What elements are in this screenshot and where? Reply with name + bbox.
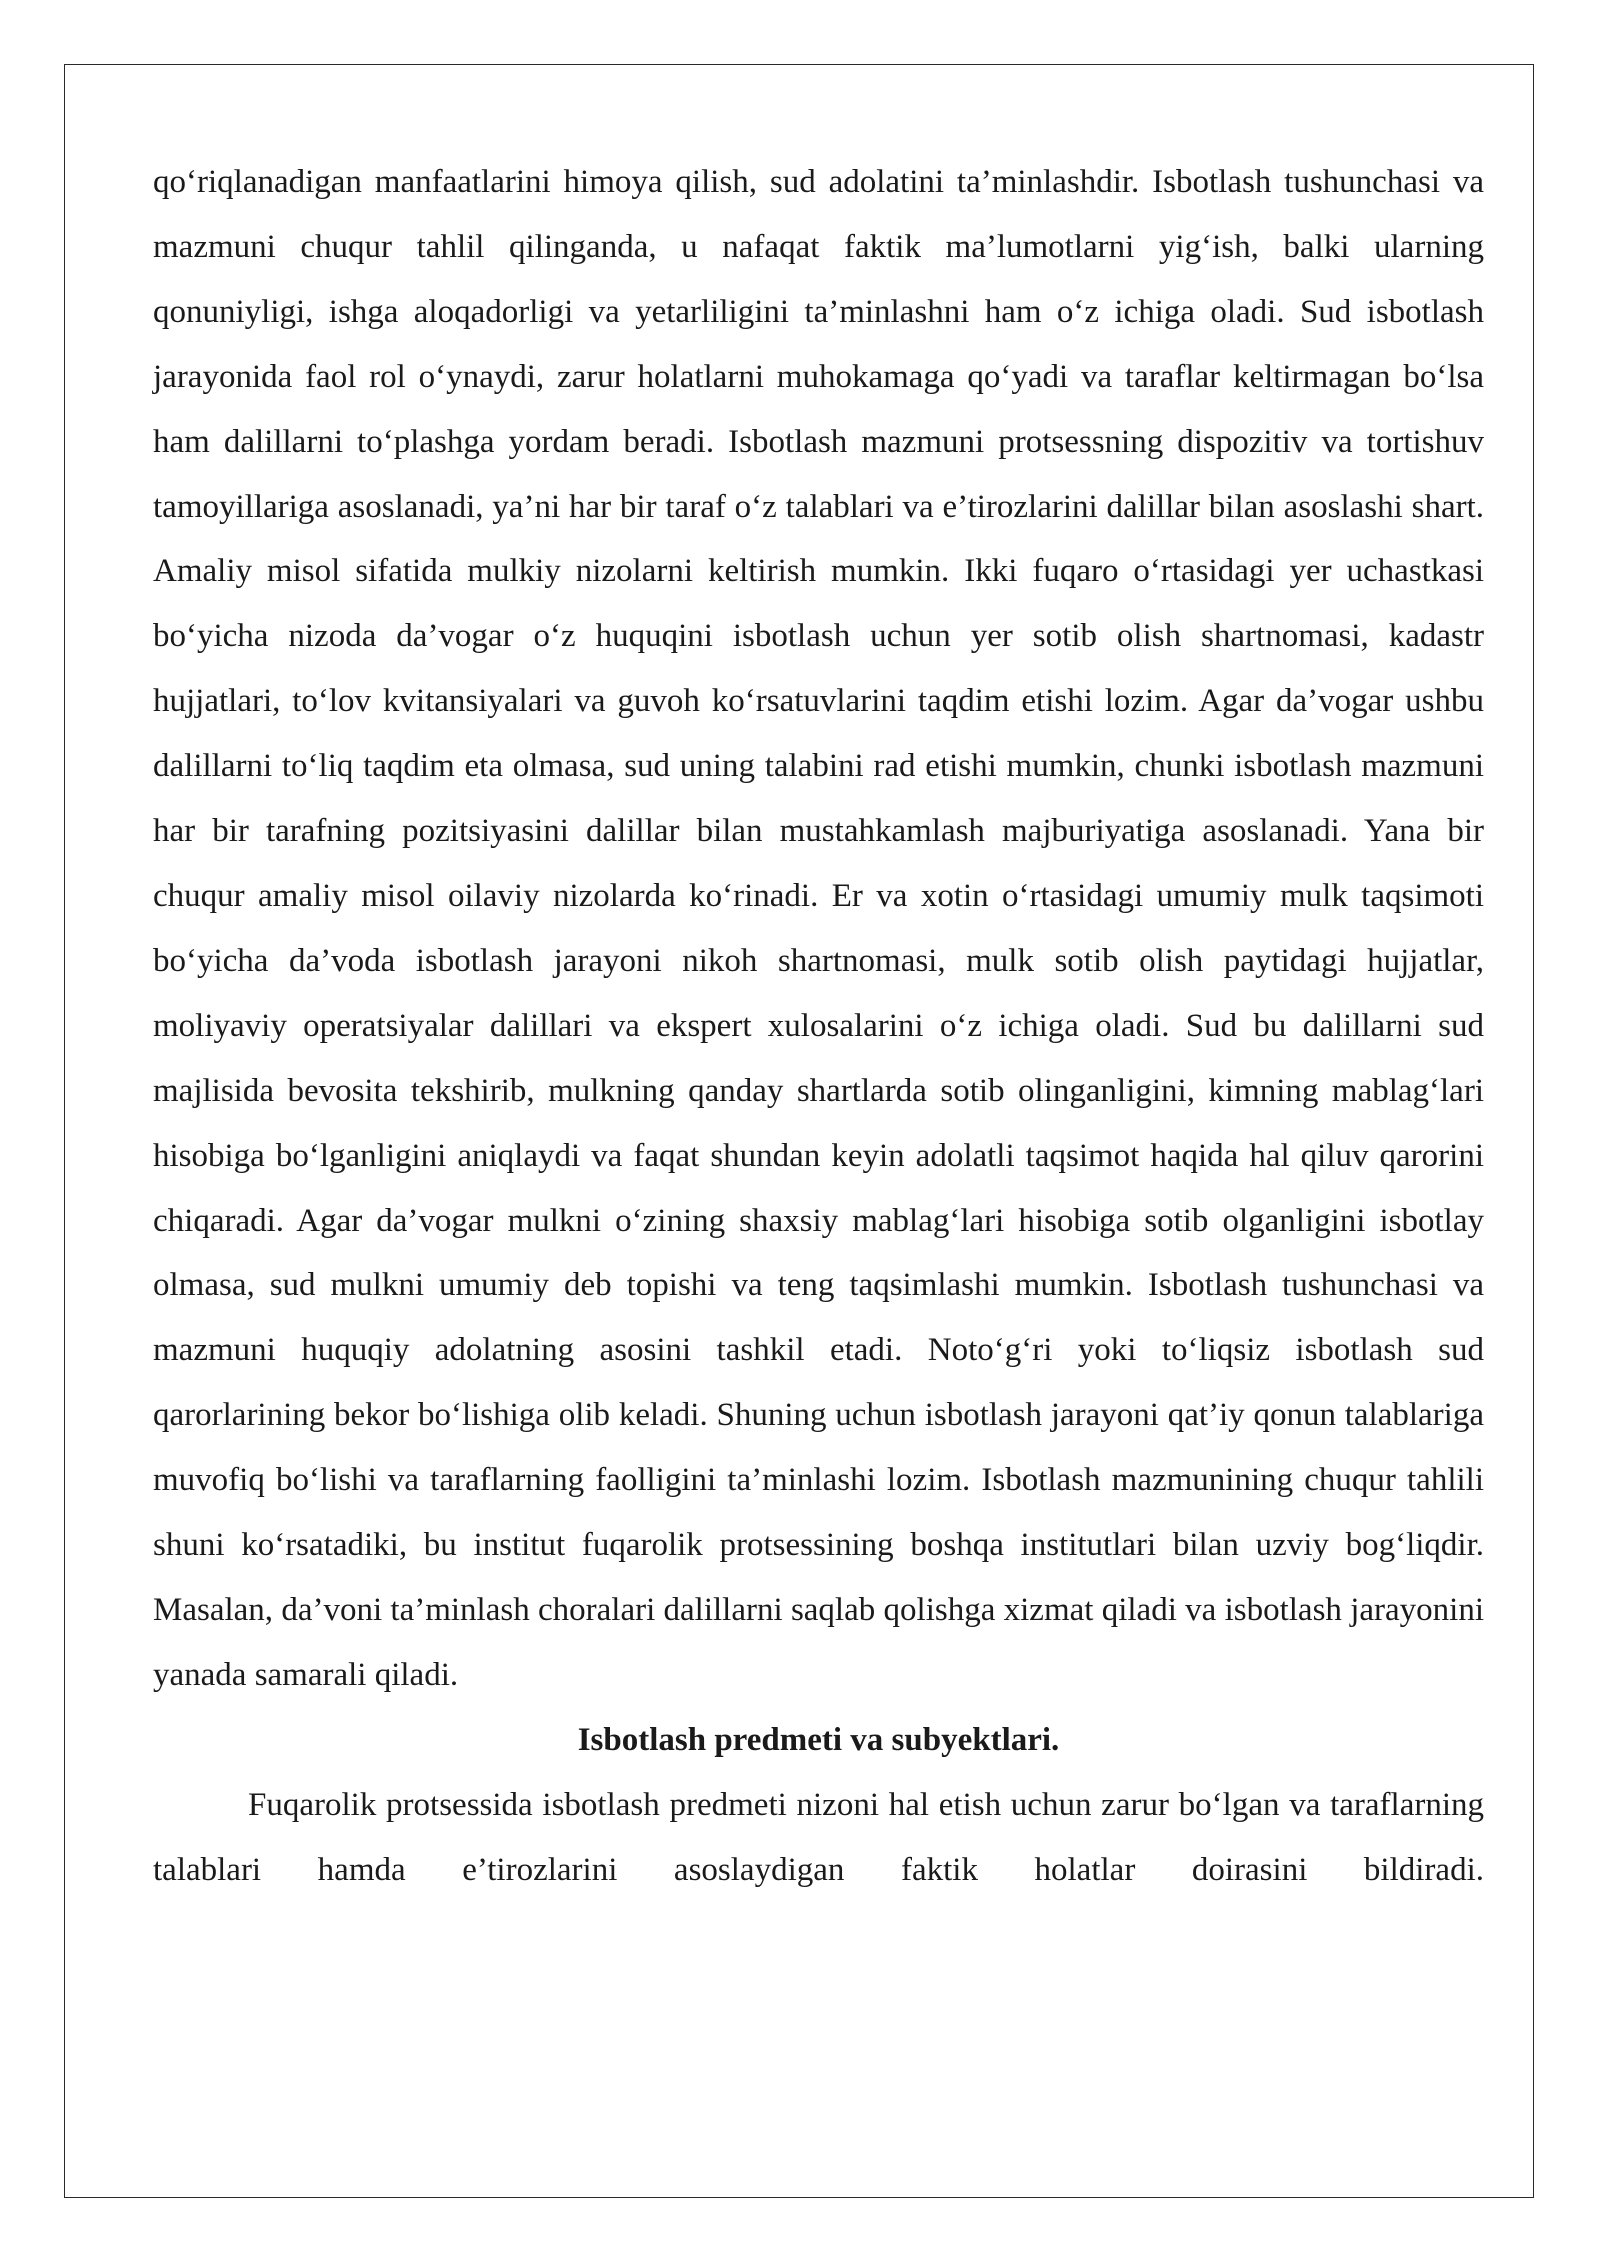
body-paragraph: qo‘riqlanadigan manfaatlarini himoya qilish, sud adolatini ta’minlashdir. Isbotlash tushunchasi va mazmuni chuqur tahlil qilinganda, u nafaqat faktik ma’lumotlarni yig‘ish, balki ularning qonuniyligi, ishga aloqadorligi va yetarliligini ta’minlashni ham o‘z ichiga oladi. Sud isbotlash jarayonida faol rol o‘ynaydi, zarur holatlarni muhokamaga qo‘yadi va taraflar keltirmagan bo‘lsa ham dalillarni to‘plashga yordam beradi. Isbotlash mazmuni protsessning dispozitiv va tortishuv tamoyillariga asoslanadi, ya’ni har bir taraf o‘z talablari va e’tirozlarini dalillar bilan asoslashi shart. Amaliy misol sifatida mulkiy nizolarni keltirish mumkin. Ikki fuqaro o‘rtasidagi yer uchastkasi bo‘yicha nizoda da’vogar o‘z huquqini isbotlash uchun yer sotib olish shartnomasi, kadastr hujjatlari, to‘lov kvitansiyalari va guvoh ko‘rsatuvlarini taqdim etishi lozim. Agar da’vogar ushbu dalillarni to‘liq taqdim eta olmasa, sud uning talabini rad etishi mumkin, chunki isbotlash mazmuni har bir tarafning pozitsiyasini dalillar bilan mustahkamlash majburiyatiga asoslanadi. Yana bir chuqur amaliy misol oilaviy nizolarda ko‘rinadi. Er va xotin o‘rtasidagi umumiy mulk taqsimoti bo‘yicha da’voda isbotlash jarayoni nikoh shartnomasi, mulk sotib olish paytidagi hujjatlar, moliyaviy operatsiyalar dalillari va ekspert xulosalarini o‘z ichiga oladi. Sud bu dalillarni sud majlisida bevosita tekshirib, mulkning qanday shartlarda sotib olinganligini, kimning mablag‘lari hisobiga bo‘lganligini aniqlaydi va faqat shundan keyin adolatli taqsimot haqida hal qiluv qarorini chiqaradi. Agar da’vogar mulkni o‘zining shaxsiy mablag‘lari hisobiga sotib olganligini isbotlay olmasa, sud mulkni umumiy deb topishi va teng taqsimlashi mumkin. Isbotlash tushunchasi va mazmuni huquqiy adolatning asosini tashkil etadi. Noto‘g‘ri yoki to‘liqsiz isbotlash sud qarorlarining bekor bo‘lishiga olib keladi. Shuning uchun isbotlash jarayoni qat’iy qonun talablariga muvofiq bo‘lishi va taraflarning faolligini ta’minlashi lozim. Isbotlash mazmunining chuqur tahlili shuni ko‘rsatadiki, bu institut fuqarolik protsessining boshqa institutlari bilan uzviy bog‘liqdir. Masalan, da’voni ta’minlash choralari dalillarni saqlab qolishga xizmat qiladi va isbotlash jarayonini yanada samarali qiladi. — [153, 164, 1484, 1693]
document-body — [153, 150, 1484, 1902]
section-heading: Isbotlash predmeti va subyektlari. — [577, 1721, 1060, 1758]
body-paragraph: Fuqarolik protsessida isbotlash predmeti nizoni hal etish uchun zarur bo‘lgan va taraflarning talablari hamda e’tirozlarini asoslaydigan faktik holatlar doirasini bildiradi. — [153, 1786, 1484, 1888]
